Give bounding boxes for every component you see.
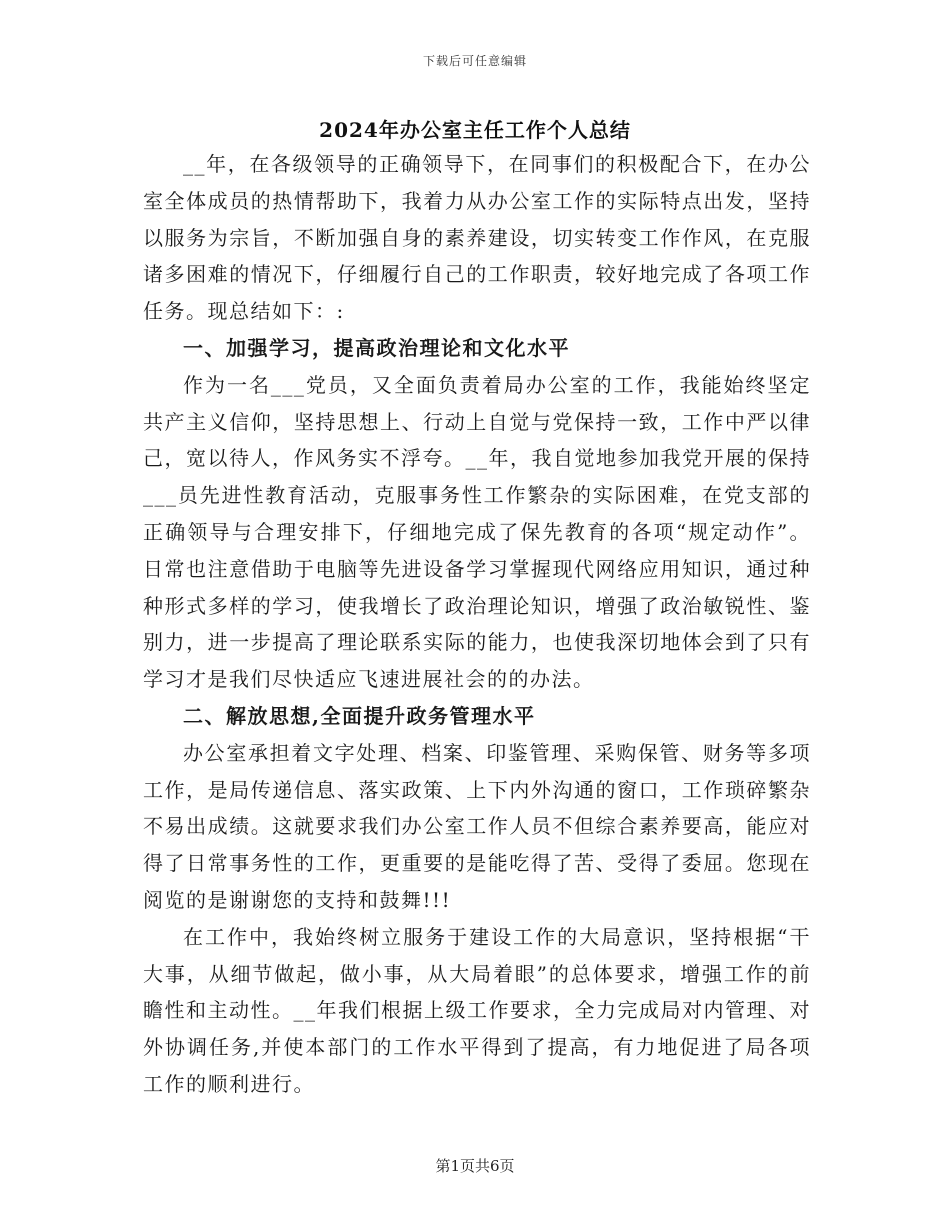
section-heading-1: 一、加强学习，提高政治理论和文化水平 [183,335,570,360]
document-body [143,146,811,1103]
section-1-paragraph: 作为一名___党员，又全面负责着局办公室的工作，我能始终坚定共产主义信仰，坚持思想上、行动上自觉与党保持一致，工作中严以律己，宽以待人，作风务实不浮夸。__年，我自觉地参加我党开展的保持___员先进性教育活动，克服事务性工作繁杂的实际困难，在党支部的正确领导与合理安排下，仔细地完成了保先教育的各项“规定动作”。日常也注意借助于电脑等先进设备学习掌握现代网络应用知识，通过种种形式多样的学习，使我增长了政治理论知识，增强了政治敏锐性、鉴别力，进一步提高了理论联系实际的能力，也使我深切地体会到了只有学习才是我们尽快适应飞速进展社会的的办法。 [143,372,811,692]
intro-paragraph: __年，在各级领导的正确领导下，在同事们的积极配合下，在办公室全体成员的热情帮助下，我着力从办公室工作的实际特点出发，坚持以服务为宗旨，不断加强自身的素养建设，切实转变工作作风，在克服诸多困难的情况下，仔细履行自己的工作职责，较好地完成了各项工作任务。现总结如下：: [143,152,811,324]
section-2-paragraph-1: 办公室承担着文字处理、档案、印鉴管理、采购保管、财务等多项工作，是局传递信息、落实政策、上下内外沟通的窗口，工作琐碎繁杂不易出成绩。这就要求我们办公室工作人员不但综合素养要高，能应对得了日常事务性的工作，更重要的是能吃得了苦、受得了委屈。您现在阅览的是谢谢您的支持和鼓舞!!! [143,740,811,912]
document-title: 2024年办公室主任工作个人总结 [319,118,631,142]
section-2-paragraph-2: 在工作中，我始终树立服务于建设工作的大局意识，坚持根据“干大事，从细节做起，做小事，从大局着眼”的总体要求，增强工作的前瞻性和主动性。__年我们根据上级工作要求，全力完成局对内管理、对外协调任务,并使本部门的工作水平得到了提高，有力地促进了局各项工作的顺利进行。 [143,924,811,1096]
header-note: 下载后可任意编辑 [422,54,527,68]
page-number: 第1页共6页 [435,1157,515,1175]
section-heading-2: 二、解放思想,全面提升政务管理水平 [183,703,536,728]
